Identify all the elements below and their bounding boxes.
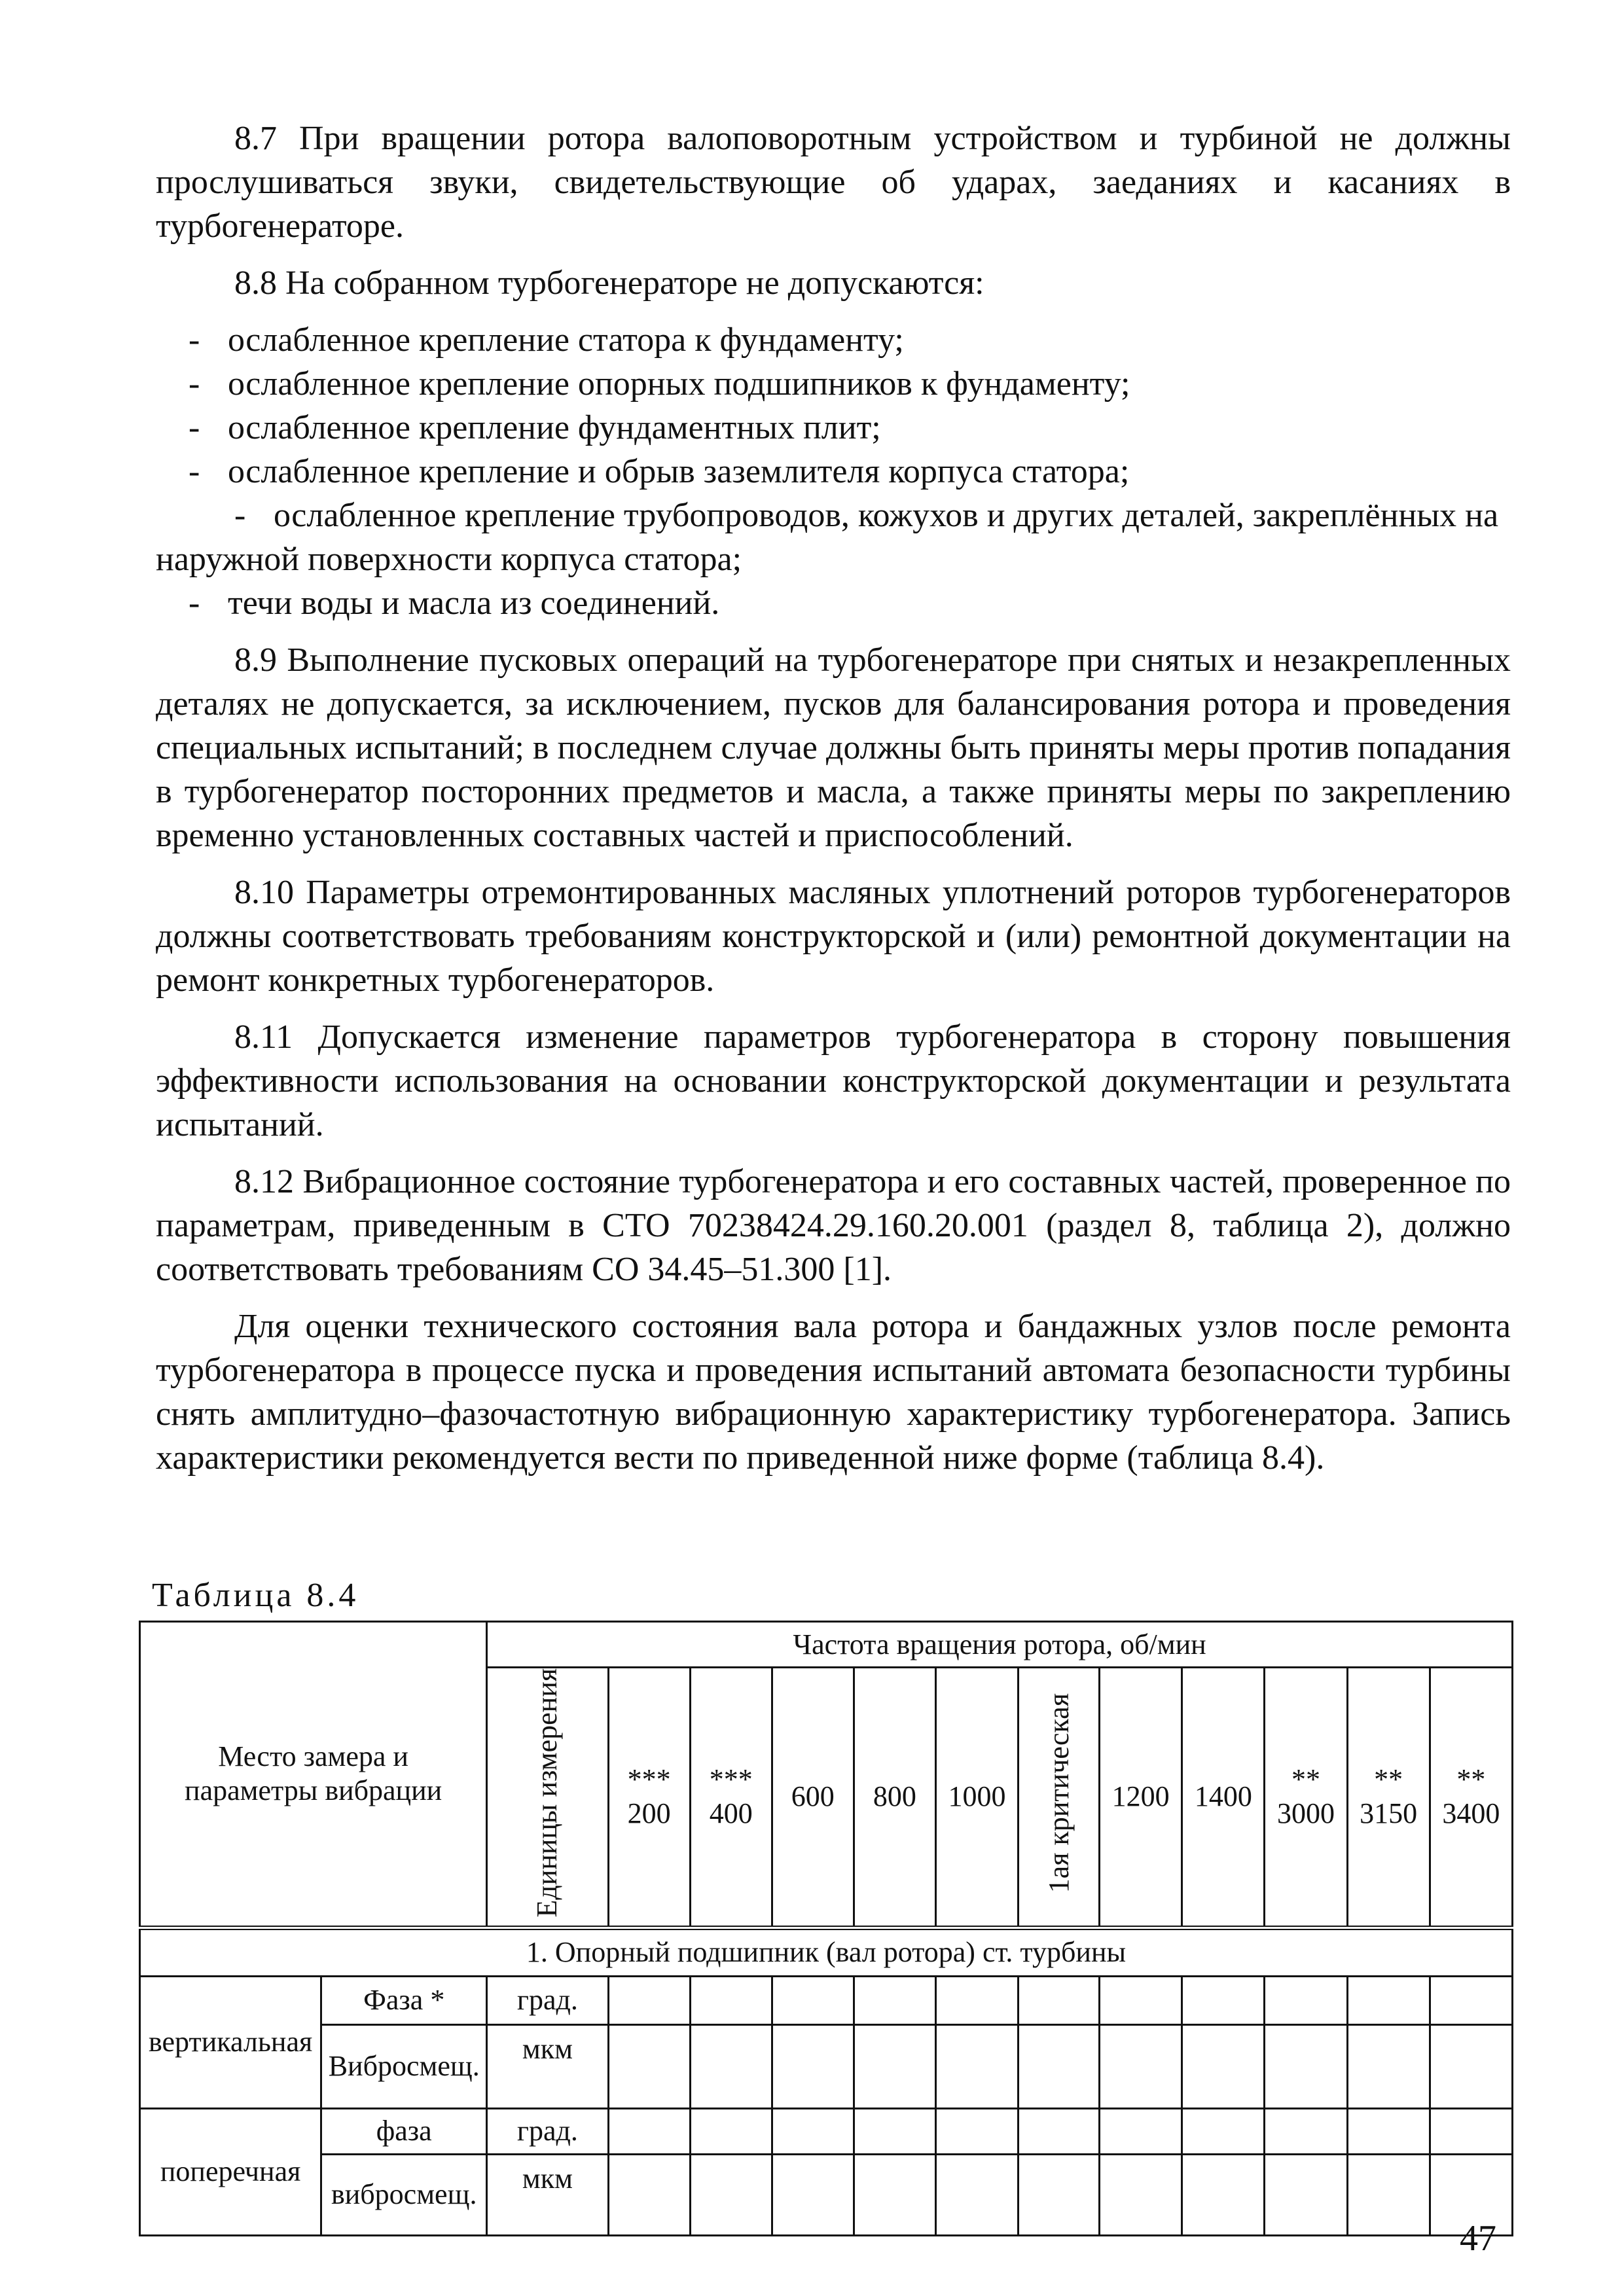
param-cell: фаза [321,2108,487,2154]
unit-cell: мкм [487,2024,608,2108]
group-vertical: вертикальная [140,1976,321,2108]
speed-col-header: ** 3400 [1430,1668,1512,1928]
paragraph-assessment: Для оценки технического состояния вала ротора и бандажных узлов после ремонта турбогенератора в процессе пуска и проведения испытаний автомата безопасности турбины снять амплитудно–фазочастотную вибрационную характеристику турбогенератора. Запись характеристики рекомендуется вести по приведенной ниже форме (таблица 8.4). [156,1308,1511,1477]
speed-col-header: 1200 [1100,1668,1182,1928]
param-cell: Виброcмещ. [321,2024,487,2108]
list-item: - ослабленное крепление трубопроводов, кожухов и других деталей, закреплённых на наружной поверхности корпуса статора; [156,493,1511,581]
unit-cell: мкм [487,2154,608,2235]
paragraph-8-10: 8.10 Параметры отремонтированных масляных уплотнений роторов турбогенераторов должны соответствовать требованиям конструкторской и (или) ремонтной документации на ремонт конкретных турбогенераторов. [156,874,1511,999]
speed-col-header: 800 [854,1668,935,1928]
list-item: - ослабленное крепление статора к фундаменту; [156,318,1511,362]
unit-cell: град. [487,1976,608,2024]
speed-col-header: *** 200 [608,1668,690,1928]
param-cell: Фаза * [321,1976,487,2024]
paragraph-8-12: 8.12 Вибрационное состояние турбогенератора и его составных частей, проверенное по параметрам, приведенным в СТО 70238424.29.160.20.001 (раздел 8, таблица 2), должно соответствовать требованиям СО 34.45–51.300 [1]. [156,1163,1511,1288]
page-number: 47 [1460,2218,1496,2259]
paragraph-8-7: 8.7 При вращении ротора валоповоротным устройством и турбиной не должны прослушиваться звуки, свидетельствующие об ударах, заеданиях и касаниях в турбогенераторе. [156,120,1511,245]
list-8-8 [156,318,1511,625]
vibration-table [139,1621,1513,2236]
section-title: 1. Опорный подшипник (вал ротора) ст. турбины [140,1928,1513,1976]
frequency-header: Частота вращения ротора, об/мин [487,1622,1513,1668]
list-item: - ослабленное крепление и обрыв заземлителя корпуса статора; [156,450,1511,493]
speed-col-header: 1000 [935,1668,1018,1928]
list-item: - ослабленное крепление фундаментных плит; [156,406,1511,450]
paragraph-8-8: 8.8 На собранном турбогенераторе не допускаются: [234,264,984,302]
unit-cell: град. [487,2108,608,2154]
speed-col-header: ** 3150 [1347,1668,1430,1928]
speed-col-header: 600 [772,1668,854,1928]
body-text [156,117,1511,1480]
list-item: - ослабленное крепление опорных подшипников к фундаменту; [156,362,1511,406]
speed-col-header: 1ая критическая [1019,1668,1100,1928]
param-cell: виброcмещ. [321,2154,487,2235]
paragraph-8-9: 8.9 Выполнение пусковых операций на турбогенераторе при снятых и незакрепленных деталях не допускается, за исключением, пусков для балансирования ротора и проведения специальных испытаний; в последнем случае должны быть приняты меры против попадания в турбогенератор посторонних предметов и масла, а также приняты меры по закреплению временно установленных составных частей и приспособлений. [156,641,1511,854]
table-caption: Таблица 8.4 [152,1577,359,1614]
place-header: Место замера и параметры вибрации [140,1622,487,1928]
speed-col-header: *** 400 [690,1668,772,1928]
paragraph-8-11: 8.11 Допускается изменение параметров турбогенератора в сторону повышения эффективности использования на основании конструкторской документации и результата испытаний. [156,1018,1511,1143]
speed-col-header: 1400 [1182,1668,1265,1928]
speed-col-header: ** 3000 [1265,1668,1347,1928]
list-item: - течи воды и масла из соединений. [156,581,1511,625]
units-header: Единицы измерения [487,1668,608,1928]
group-transverse: поперечная [140,2108,321,2235]
